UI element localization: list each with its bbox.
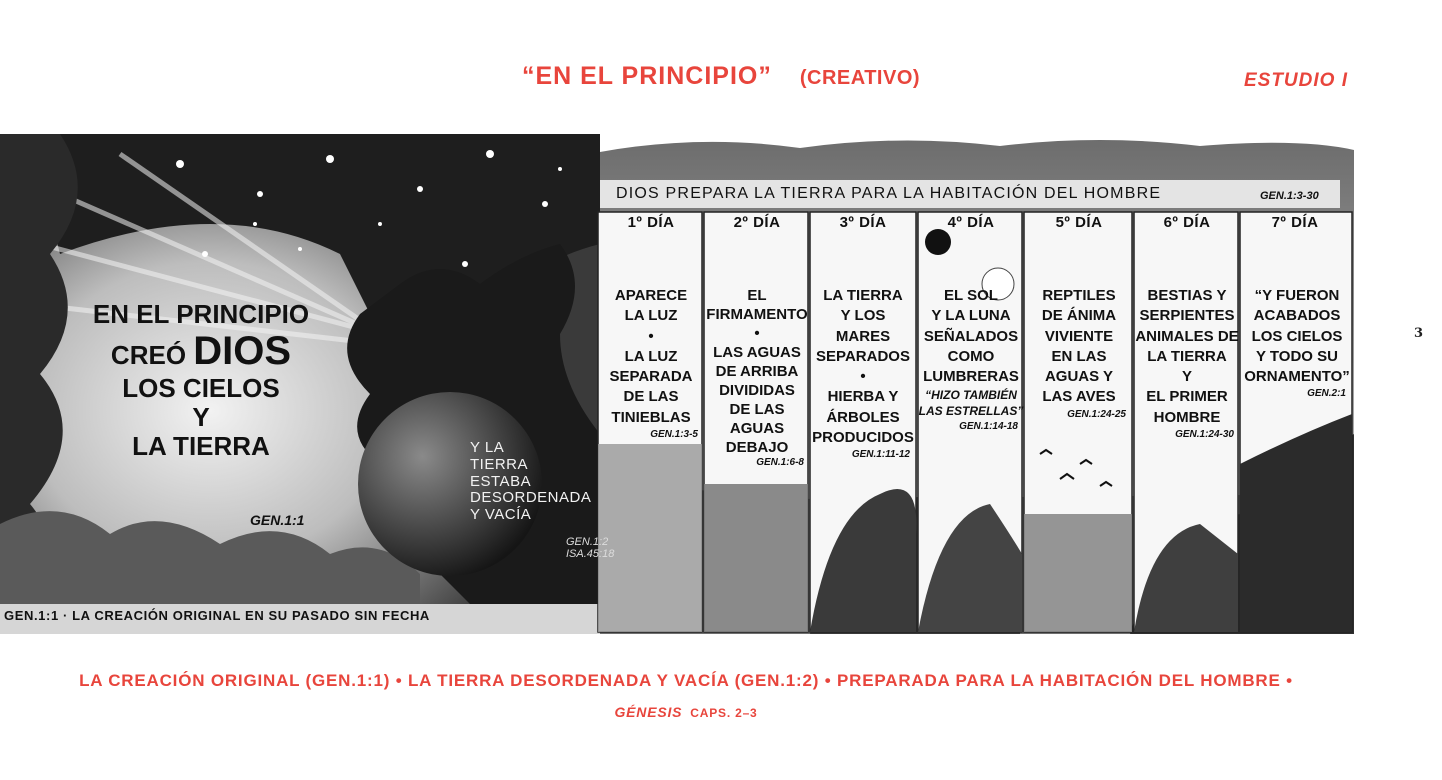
left-line-5: LA TIERRA: [132, 431, 270, 462]
earth-line-3: ESTABA: [470, 472, 532, 490]
left-dios: DIOS: [193, 329, 292, 374]
day-2-line: DIVIDIDAS: [719, 382, 795, 400]
footer-summary: LA CREACIÓN ORIGINAL (GEN.1:1) • LA TIERRA DESORDENADA Y VACÍA (GEN.1:2) • PREPARADA PARA LA HABITACIÓN DEL HOMBRE •: [79, 671, 1293, 690]
day-2-line: AGUAS: [729, 420, 785, 438]
day-4-text: [918, 286, 1024, 433]
day-3-line: MARES: [835, 327, 891, 345]
day-3-line: •: [860, 368, 866, 385]
earth-ref-1: GEN.1:2: [566, 536, 609, 548]
day-4-line: COMO: [947, 347, 995, 365]
left-line-4: Y: [192, 402, 210, 433]
day-1-line: APARECE: [614, 287, 688, 304]
day-3-ref: GEN.1:11-12: [851, 449, 910, 460]
footer-reference: [0, 704, 1372, 720]
day-5-line: LAS AVES: [1042, 388, 1116, 406]
day-7-label: 7º DÍA: [1271, 214, 1319, 231]
page-number: 3: [1414, 326, 1424, 341]
day-2-text: [704, 286, 810, 470]
day-7-line: ACABADOS: [1253, 307, 1341, 325]
study-label: ESTUDIO I: [1243, 70, 1348, 91]
day-5-line: AGUAS Y: [1044, 368, 1114, 385]
day-1-line: DE LAS: [623, 388, 679, 406]
day-1-line: SEPARADA: [609, 368, 693, 385]
earth-line-4: DESORDENADA: [470, 489, 592, 507]
day-6-line: LA TIERRA: [1147, 347, 1227, 365]
bottom-caption: GEN.1:1 · LA CREACIÓN ORIGINAL EN SU PASADO SIN FECHA: [4, 608, 430, 623]
title-main: “EN EL PRINCIPIO”: [521, 62, 772, 90]
left-line-2: [56, 329, 346, 374]
day-3-label: 3º DÍA: [839, 214, 887, 231]
day-1-line: LA LUZ: [624, 347, 678, 365]
day-4-note: “HIZO TAMBIÉN LAS ESTRELLAS”: [918, 388, 1024, 419]
left-creo: CREÓ: [110, 340, 187, 371]
day-2-ref: GEN.1:6-8: [756, 457, 804, 469]
day-1-label: 1º DÍA: [627, 214, 675, 231]
creation-illustration: [0, 134, 1354, 634]
day-6-line: EL PRIMER: [1146, 388, 1228, 406]
earth-ref-2: ISA.45:18: [566, 548, 615, 561]
day-7-line: “Y FUERON: [1254, 287, 1340, 304]
day-1-text: [598, 286, 704, 441]
day-1-line: •: [648, 327, 654, 345]
day-3-line: LA TIERRA: [823, 287, 903, 304]
day-2-line: DEBAJO: [725, 439, 789, 457]
day-2-line: DE LAS: [729, 401, 785, 419]
day-5-text: [1026, 286, 1132, 421]
day-1-line: LA LUZ: [624, 307, 678, 325]
left-ref: GEN.1:1: [250, 512, 305, 528]
banner-title: DIOS PREPARA LA TIERRA PARA LA HABITACIÓN DEL HOMBRE: [616, 185, 1162, 202]
day-2-line: •: [754, 325, 760, 343]
day-2-label: 2º DÍA: [733, 214, 781, 231]
day-4-ref: GEN.1:14-18: [959, 420, 1018, 432]
day-6-label: 6º DÍA: [1163, 214, 1211, 231]
day-3-line: HIERBA Y: [827, 388, 899, 406]
day-2-line: EL: [747, 287, 767, 304]
day-6-line: BESTIAS Y: [1147, 287, 1227, 304]
day-2-line: DE ARRIBA: [715, 363, 799, 381]
day-5-line: REPTILES: [1042, 287, 1116, 304]
day-7-ref: GEN.2:1: [1307, 388, 1346, 400]
left-line-1: EN EL PRINCIPIO: [92, 299, 310, 329]
footer-book: GÉNESIS: [614, 704, 683, 720]
day-5-line: EN LAS: [1051, 347, 1107, 365]
day-7-line: Y TODO SU: [1256, 347, 1338, 365]
page-title: [0, 62, 1442, 91]
earth-ref: [566, 536, 614, 560]
day-6-line: ANIMALES DE: [1135, 327, 1239, 345]
day-5-line: VIVIENTE: [1044, 327, 1114, 345]
day-7-line: ORNAMENTO”: [1244, 368, 1350, 385]
day-6-line: HOMBRE: [1153, 408, 1221, 426]
day-2-line: LAS AGUAS: [713, 344, 801, 362]
day-4-line: EL SOL: [944, 287, 998, 304]
day-6-text: [1134, 286, 1240, 441]
day-3-line: Y LOS: [840, 307, 886, 325]
left-heading: [56, 300, 346, 461]
day-2-line: FIRMAMENTO: [706, 306, 808, 324]
footer-chapters: CAPS. 2–3: [690, 706, 758, 720]
day-1-line: TINIEBLAS: [611, 408, 691, 426]
day-1-ref: GEN.1:3-5: [650, 428, 698, 440]
earth-line-2: TIERRA: [470, 455, 529, 473]
day-3-line: PRODUCIDOS: [812, 428, 914, 446]
left-line-3: LOS CIELOS: [122, 372, 280, 403]
title-subtitle: (CREATIVO): [799, 67, 921, 89]
day-7-text: [1242, 286, 1352, 401]
day-4-line: SEÑALADOS: [923, 327, 1019, 345]
day-5-label: 5º DÍA: [1055, 214, 1103, 231]
day-7-line: LOS CIELOS: [1251, 327, 1343, 345]
banner-ref: GEN.1:3-30: [1260, 190, 1319, 202]
day-3-line: SEPARADOS: [816, 347, 910, 365]
earth-line-1: Y LA: [470, 439, 505, 456]
day-4-label: 4º DÍA: [947, 214, 995, 231]
day-5-ref: GEN.1:24-25: [1067, 408, 1126, 420]
day-4-line: Y LA LUNA: [931, 307, 1011, 325]
day-4-line: LUMBRERAS: [923, 368, 1019, 385]
day-6-line: SERPIENTES: [1139, 307, 1235, 325]
day-6-line: Y: [1181, 368, 1192, 385]
day-3-text: [810, 286, 916, 462]
day-6-ref: GEN.1:24-30: [1175, 428, 1234, 440]
sun-eclipse: [925, 229, 951, 255]
day-5-line: DE ÁNIMA: [1041, 307, 1117, 325]
earth-caption: [470, 440, 640, 524]
earth-line-5: Y VACÍA: [470, 506, 532, 524]
day-3-line: ÁRBOLES: [826, 408, 900, 426]
